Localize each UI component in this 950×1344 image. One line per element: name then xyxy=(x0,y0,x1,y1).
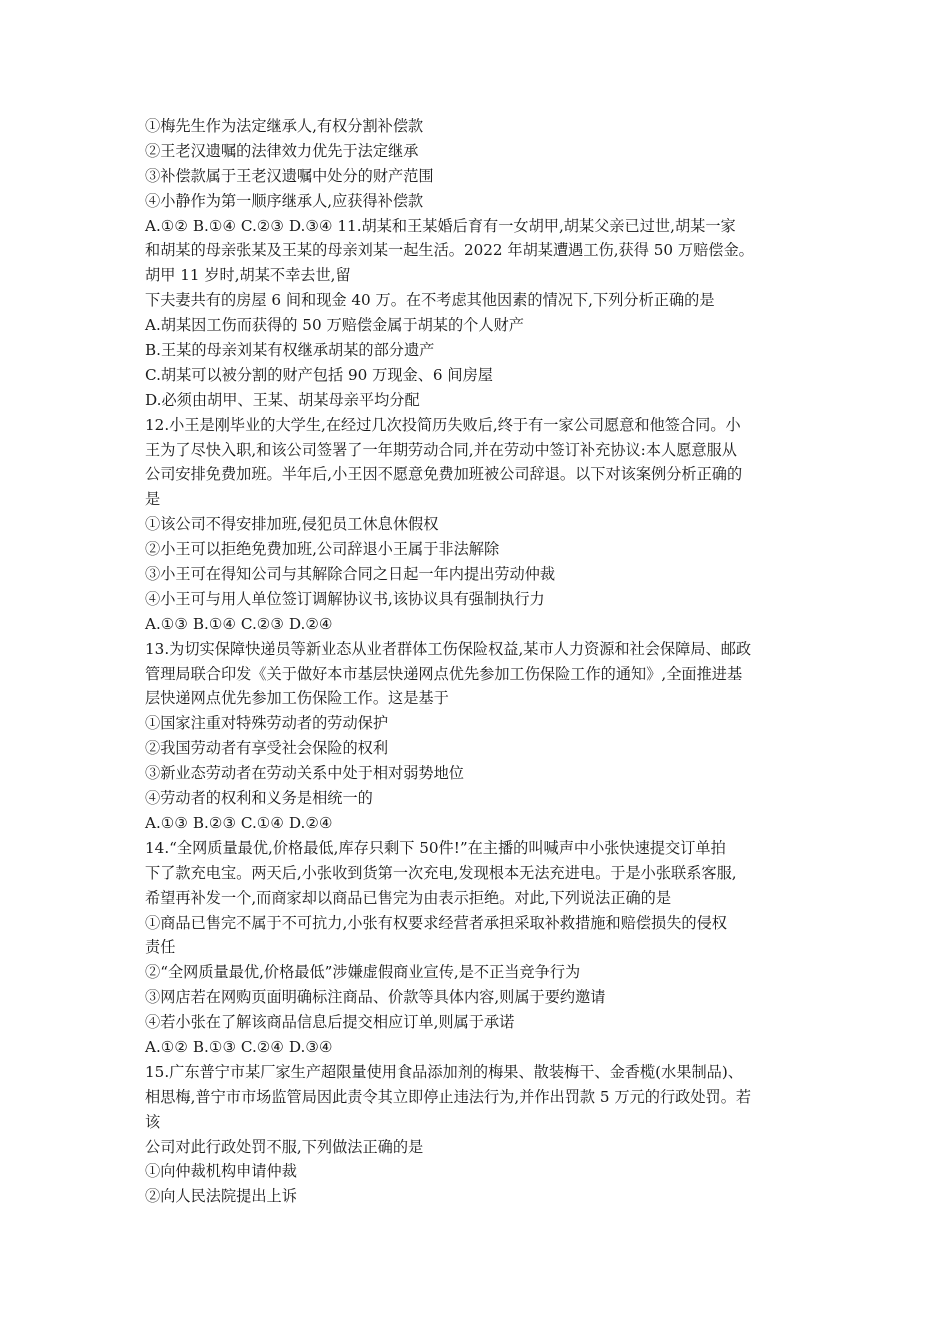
text-line: 管理局联合印发《关于做好本市基层快递网点优先参加工伤保险工作的通知》,全面推进基 xyxy=(145,664,743,683)
text-line: ①该公司不得安排加班,侵犯员工休息休假权 xyxy=(145,515,439,534)
document-page xyxy=(145,114,813,1209)
question-13: 13.为切实保障快递员等新业态从业者群体工伤保险权益,某市人力资源和社会保障局、邮政 xyxy=(145,639,752,658)
text-line: ①国家注重对特殊劳动者的劳动保护 xyxy=(145,714,388,733)
answer-options: A.①③ B.②③ C.①④ D.②④ xyxy=(145,813,333,832)
text-line: ③补偿款属于王老汉遗嘱中处分的财产范围 xyxy=(145,166,434,185)
text-line: 希望再补发一个,而商家却以商品已售完为由表示拒绝。对此,下列说法正确的是 xyxy=(145,888,672,907)
question-12: 12.小王是刚毕业的大学生,在经过几次投简历失败后,终于有一家公司愿意和他签合同。小 xyxy=(145,415,741,434)
answer-options-and-question-11: A.①② B.①④ C.②③ D.③④ 11.胡某和王某婚后育有一女胡甲,胡某父亲已过世,胡某一家 xyxy=(145,216,736,235)
option-d: D.必须由胡甲、王某、胡某母亲平均分配 xyxy=(145,390,420,409)
text-line: ④若小张在了解该商品信息后提交相应订单,则属于承诺 xyxy=(145,1013,515,1032)
text-line: 下了款充电宝。两天后,小张收到货第一次充电,发现根本无法充进电。于是小张联系客服, xyxy=(145,863,737,882)
text-line: ②王老汉遗嘱的法律效力优先于法定继承 xyxy=(145,141,419,160)
option-a: A.胡某因工伤而获得的 50 万赔偿金属于胡某的个人财产 xyxy=(145,316,524,335)
text-line: ①向仲裁机构申请仲裁 xyxy=(145,1162,297,1181)
text-line: 该 xyxy=(145,1112,161,1131)
text-line: ③网店若在网购页面明确标注商品、价款等具体内容,则属于要约邀请 xyxy=(145,988,606,1007)
text-line: 层快递网点优先参加工伤保险工作。这是基于 xyxy=(145,689,449,708)
text-line: ②小王可以拒绝免费加班,公司辞退小王属于非法解除 xyxy=(145,540,500,559)
text-line: ②我国劳动者有享受社会保险的权利 xyxy=(145,739,388,758)
answer-options: A.①③ B.①④ C.②③ D.②④ xyxy=(145,614,333,633)
text-line: 责任 xyxy=(145,938,176,957)
text-line: ②“全网质量最优,价格最低”涉嫌虚假商业宣传,是不正当竞争行为 xyxy=(145,963,581,982)
text-line: 相思梅,普宁市市场监管局因此责令其立即停止违法行为,并作出罚款 5 万元的行政处罚。若 xyxy=(145,1087,752,1106)
text-line: 公司安排免费加班。半年后,小王因不愿意免费加班被公司辞退。以下对该案例分析正确的 xyxy=(145,465,743,484)
text-line: 胡甲 11 岁时,胡某不幸去世,留 xyxy=(145,266,351,285)
text-line: ①梅先生作为法定继承人,有权分割补偿款 xyxy=(145,117,424,135)
text-line: ②向人民法院提出上诉 xyxy=(145,1187,297,1206)
text-line: ①商品已售完不属于不可抗力,小张有权要求经营者承担采取补救措施和赔偿损失的侵权 xyxy=(145,913,727,932)
text-line: ④劳动者的权利和义务是相统一的 xyxy=(145,789,373,808)
question-15: 15.广东普宁市某厂家生产超限量使用食品添加剂的梅果、散装梅干、金香榄(水果制品)、 xyxy=(145,1062,743,1081)
text-line: 是 xyxy=(145,490,161,509)
text-line: 和胡某的母亲张某及王某的母亲刘某一起生活。2022 年胡某遭遇工伤,获得 50 万赔偿金。 xyxy=(145,241,754,260)
answer-options: A.①② B.①③ C.②④ D.③④ xyxy=(145,1037,333,1056)
text-line: 下夫妻共有的房屋 6 间和现金 40 万。在不考虑其他因素的情况下,下列分析正确的是 xyxy=(145,291,715,310)
text-line: 王为了尽快入职,和该公司签署了一年期劳动合同,并在劳动中签订补充协议:本人愿意服从 xyxy=(145,440,737,459)
option-b: B.王某的母亲刘某有权继承胡某的部分遗产 xyxy=(145,341,435,360)
option-c: C.胡某可以被分割的财产包括 90 万现金、6 间房屋 xyxy=(145,365,493,384)
text-line: ③新业态劳动者在劳动关系中处于相对弱势地位 xyxy=(145,764,464,783)
text-line: ④小静作为第一顺序继承人,应获得补偿款 xyxy=(145,191,424,210)
text-line: 公司对此行政处罚不服,下列做法正确的是 xyxy=(145,1137,424,1156)
text-line: ③小王可在得知公司与其解除合同之日起一年内提出劳动仲裁 xyxy=(145,565,556,584)
text-line: ④小王可与用人单位签订调解协议书,该协议具有强制执行力 xyxy=(145,589,545,608)
question-14: 14.“全网质量最优,价格最低,库存只剩下 50件!”在主播的叫喊声中小张快速提交订单拍 xyxy=(145,838,726,857)
